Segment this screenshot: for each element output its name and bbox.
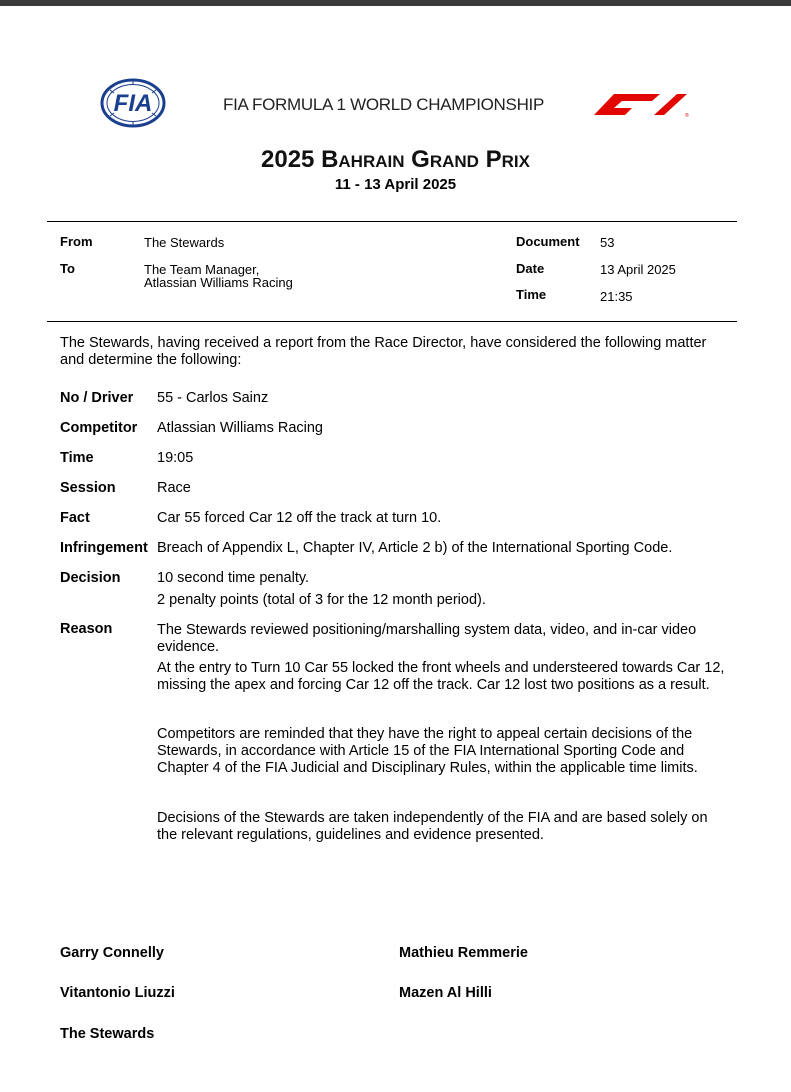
fia-logo-text: FIA xyxy=(113,90,153,117)
reason-paragraph-2: At the entry to Turn 10 Car 55 locked the front wheels and understeered towards Car 12, missing the apex and forcing Car 12 off the track. Car 12 lost two positions as a result. xyxy=(157,660,725,693)
appeal-note: Competitors are reminded that they have the right to appeal certain decisions of the Stewards, in accordance with Article 15 of the FIA International Sporting Code and Chapter 4 of the FIA Judicial and Disciplinary Rules, within the applicable time limits. xyxy=(157,726,698,776)
divider-bottom xyxy=(47,321,737,322)
incident-time-label: Time xyxy=(60,450,94,466)
fia-logo xyxy=(100,78,168,128)
reason-label: Reason xyxy=(60,621,113,637)
session-value: Race xyxy=(157,480,191,496)
decision-label: Decision xyxy=(60,570,121,586)
document-label: Document xyxy=(516,234,580,249)
decision-line2: 2 penalty points (total of 3 for the 12 month period). xyxy=(157,592,486,608)
event-dates: 11 - 13 April 2025 xyxy=(334,176,457,193)
top-border xyxy=(0,0,791,6)
incident-time-value: 19:05 xyxy=(157,450,194,466)
to-value-line2: Atlassian Williams Racing xyxy=(144,275,293,290)
competitor-value: Atlassian Williams Racing xyxy=(157,420,323,436)
driver-label: No / Driver xyxy=(60,390,134,406)
steward-signature-4: Mazen Al Hilli xyxy=(399,985,492,1001)
reason-paragraph-1: The Stewards reviewed positioning/marshalling system data, video, and in-car video evidence. xyxy=(157,622,697,655)
infringement-label: Infringement xyxy=(60,540,148,556)
to-label: To xyxy=(60,261,75,276)
date-label: Date xyxy=(516,261,545,276)
f1-logo xyxy=(592,90,690,118)
event-year: 2025 xyxy=(261,146,315,173)
session-label: Session xyxy=(60,480,116,496)
svg-text:®: ® xyxy=(685,113,689,118)
intro-paragraph: The Stewards, having received a report from the Race Director, have considered the following matter and determine the following: xyxy=(60,335,707,368)
steward-signature-2: Mathieu Remmerie xyxy=(399,945,528,961)
fact-value: Car 55 forced Car 12 off the track at turn 10. xyxy=(157,510,442,526)
infringement-value: Breach of Appendix L, Chapter IV, Article 2 b) of the International Sporting Code. xyxy=(157,540,673,556)
from-label: From xyxy=(60,234,93,249)
document-value: 53 xyxy=(600,235,615,250)
stewards-closing: The Stewards xyxy=(60,1026,155,1042)
independence-note: Decisions of the Stewards are taken independently of the FIA and are based solely on the relevant regulations, guidelines and evidence presented. xyxy=(157,810,708,843)
competitor-label: Competitor xyxy=(60,420,138,436)
event-title xyxy=(0,146,791,174)
steward-signature-1: Garry Connelly xyxy=(60,945,164,961)
time-label: Time xyxy=(516,287,547,302)
event-name: Bahrain Grand Prix xyxy=(321,146,530,173)
from-value: The Stewards xyxy=(144,235,225,250)
driver-value: 55 - Carlos Sainz xyxy=(157,390,269,406)
championship-title: FIA FORMULA 1 WORLD CHAMPIONSHIP xyxy=(223,95,545,114)
fact-label: Fact xyxy=(60,510,90,526)
steward-signature-3: Vitantonio Liuzzi xyxy=(60,985,175,1001)
decision-line1: 10 second time penalty. xyxy=(157,570,310,586)
divider-top xyxy=(47,221,737,222)
date-value: 13 April 2025 xyxy=(600,262,676,277)
to-value-line1: The Team Manager, xyxy=(144,262,260,277)
time-value: 21:35 xyxy=(600,289,633,304)
